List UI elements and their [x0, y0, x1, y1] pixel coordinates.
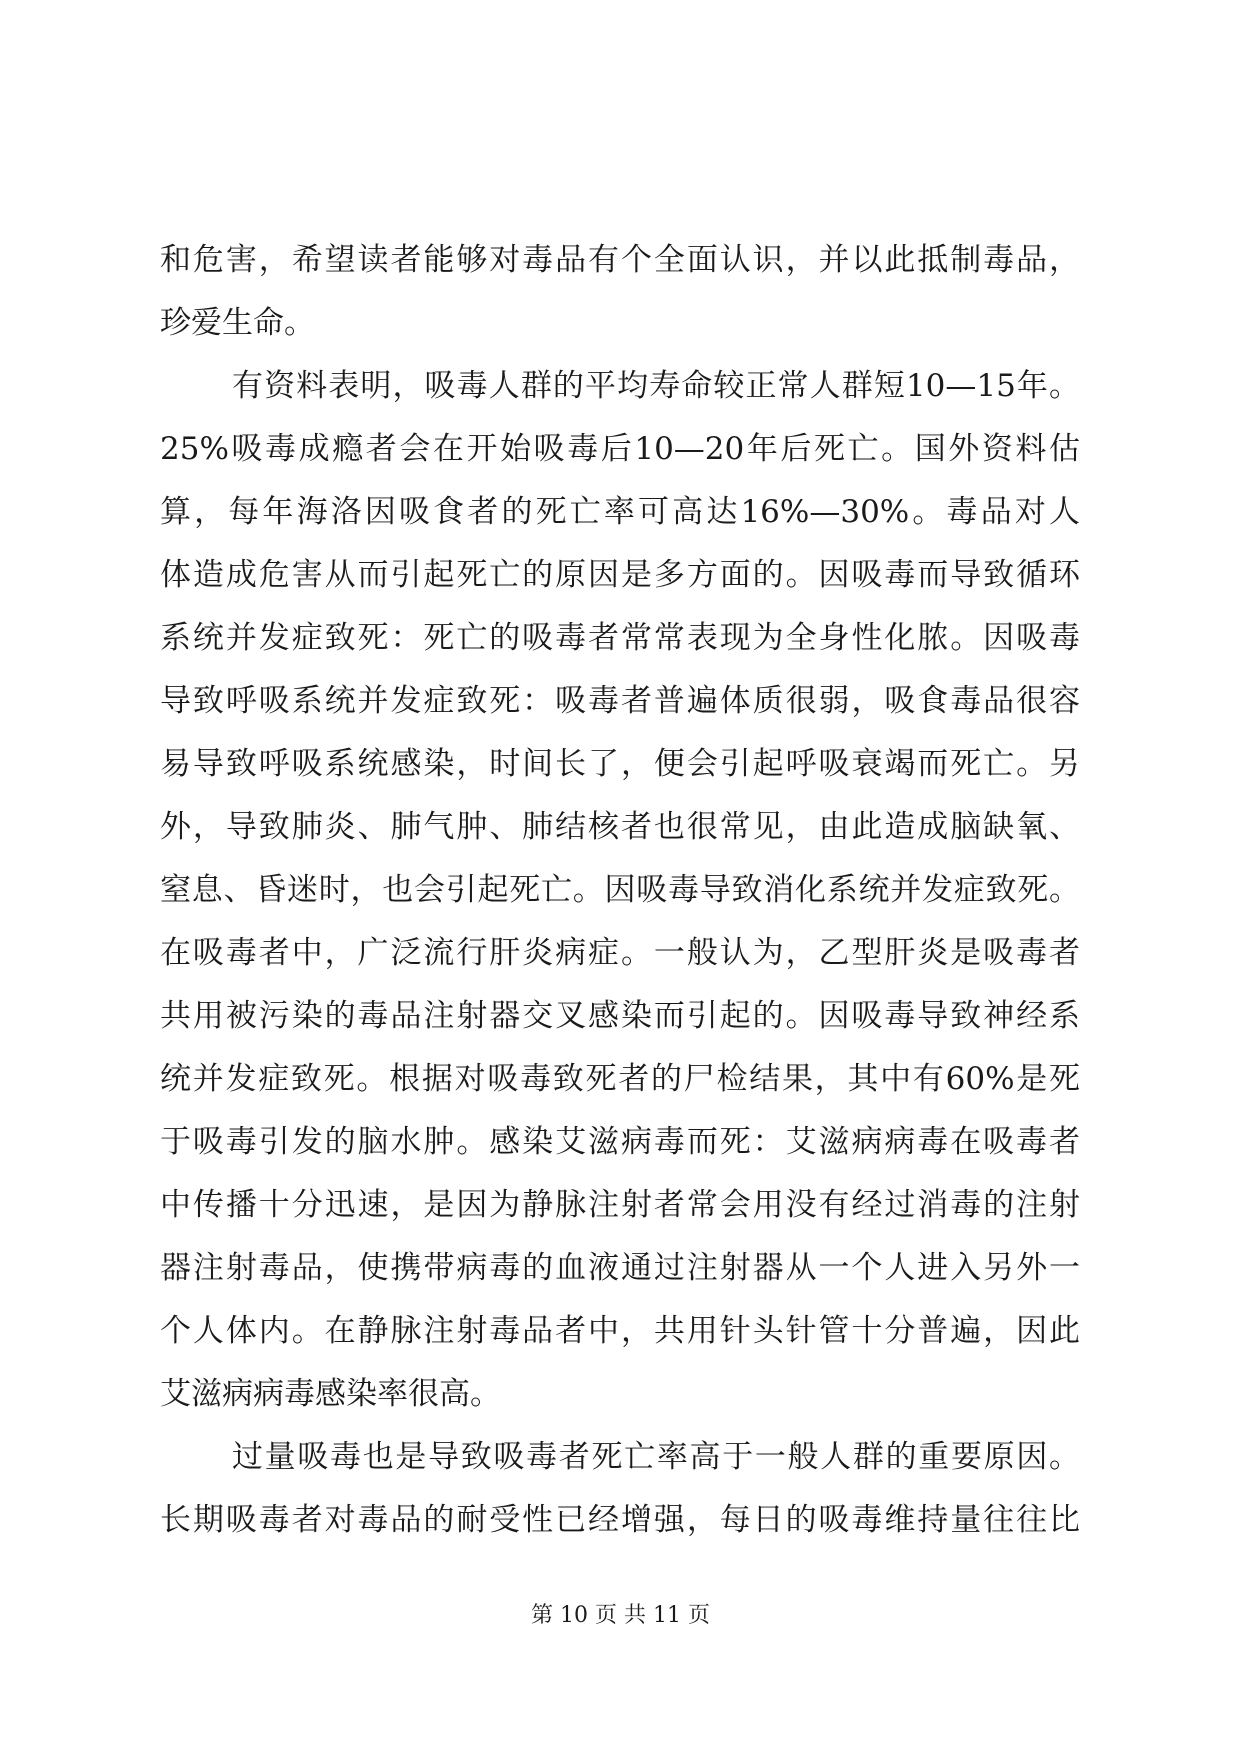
text-line: 算，每年海洛因吸食者的死亡率可高达16%—30%。毒品对人: [160, 494, 1080, 530]
text-line: 易导致呼吸系统感染，时间长了，便会引起呼吸衰竭而死亡。另: [160, 746, 1080, 782]
text-line: 共用被污染的毒品注射器交叉感染而引起的。因吸毒导致神经系: [160, 998, 1080, 1034]
text-line: 和危害，希望读者能够对毒品有个全面认识，并以此抵制毒品，: [160, 242, 1080, 278]
paragraph-3: [160, 1426, 1080, 1552]
text-line: 长期吸毒者对毒品的耐受性已经增强，每日的吸毒维持量往往比: [160, 1502, 1080, 1538]
text-line: 在吸毒者中，广泛流行肝炎病症。一般认为，乙型肝炎是吸毒者: [160, 935, 1080, 971]
text-line: 导致呼吸系统并发症致死：吸毒者普遍体质很弱，吸食毒品很容: [160, 683, 1080, 719]
document-body: [160, 229, 1080, 1552]
text-line: 有资料表明，吸毒人群的平均寿命较正常人群短10—15年。: [232, 368, 1080, 404]
paragraph-2: [160, 355, 1080, 1426]
text-line: 于吸毒引发的脑水肿。感染艾滋病毒而死：艾滋病病毒在吸毒者: [160, 1124, 1080, 1160]
text-line: 珍爱生命。: [160, 305, 315, 341]
text-line: 窒息、昏迷时，也会引起死亡。因吸毒导致消化系统并发症致死。: [160, 872, 1080, 908]
text-line: 器注射毒品，使携带病毒的血液通过注射器从一个人进入另外一: [160, 1250, 1080, 1286]
page-number-footer: 第 10 页 共 11 页: [531, 1603, 710, 1628]
text-line: 过量吸毒也是导致吸毒者死亡率高于一般人群的重要原因。: [232, 1439, 1080, 1475]
text-line: 个人体内。在静脉注射毒品者中，共用针头针管十分普遍，因此: [160, 1313, 1080, 1349]
text-line: 系统并发症致死：死亡的吸毒者常常表现为全身性化脓。因吸毒: [160, 620, 1080, 656]
paragraph-1: [160, 229, 1080, 355]
text-line: 体造成危害从而引起死亡的原因是多方面的。因吸毒而导致循环: [160, 557, 1080, 593]
text-line: 中传播十分迅速，是因为静脉注射者常会用没有经过消毒的注射: [160, 1187, 1080, 1223]
text-line: 统并发症致死。根据对吸毒致死者的尸检结果，其中有60%是死: [160, 1061, 1080, 1097]
text-line: 外，导致肺炎、肺气肿、肺结核者也很常见，由此造成脑缺氧、: [160, 809, 1080, 845]
text-line: 艾滋病病毒感染率很高。: [160, 1376, 501, 1412]
text-line: 25%吸毒成瘾者会在开始吸毒后10—20年后死亡。国外资料估: [160, 431, 1080, 467]
